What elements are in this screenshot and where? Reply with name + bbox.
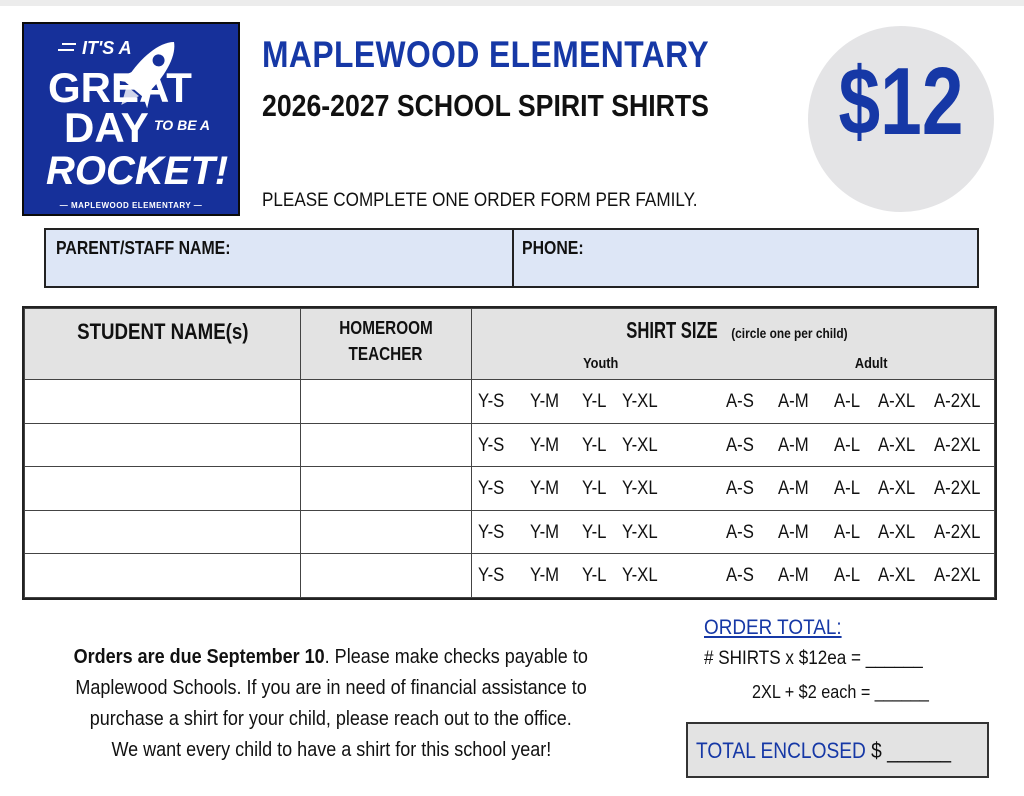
size-option-y-xl[interactable]: Y-XL — [622, 478, 658, 500]
rocket-logo-art — [24, 24, 238, 214]
teacher-cell[interactable] — [301, 510, 472, 554]
size-option-a-xl[interactable]: A-XL — [878, 478, 916, 500]
size-option-y-m[interactable]: Y-M — [530, 391, 560, 412]
size-option-a-m[interactable]: A-M — [778, 521, 809, 543]
size-option-y-m[interactable]: Y-M — [530, 434, 560, 456]
size-option-y-xl[interactable]: Y-XL — [622, 434, 658, 456]
top-edge — [0, 0, 1024, 6]
total-enclosed-box[interactable] — [686, 722, 989, 778]
school-logo — [22, 22, 240, 216]
student-name-cell[interactable] — [25, 554, 301, 598]
teacher-cell[interactable] — [301, 554, 472, 598]
teacher-cell[interactable] — [301, 467, 472, 511]
school-name: MAPLEWOOD ELEMENTARY — [262, 34, 709, 75]
size-options-cell — [472, 554, 995, 598]
total-enclosed-blank[interactable]: $ ______ — [871, 738, 951, 763]
size-options-cell — [472, 467, 995, 511]
size-option-y-s[interactable]: Y-S — [478, 434, 505, 456]
size-option-y-xl[interactable]: Y-XL — [622, 565, 658, 587]
size-option-y-s[interactable]: Y-S — [478, 391, 505, 412]
student-name-cell[interactable] — [25, 423, 301, 467]
size-option-y-s[interactable]: Y-S — [478, 478, 505, 500]
form-instruction: PLEASE COMPLETE ONE ORDER FORM PER FAMILY. — [262, 190, 698, 211]
size-option-a-s[interactable]: A-S — [726, 434, 754, 456]
header-shirt-size: SHIRT SIZE (circle one per child) Youth Adult — [472, 309, 995, 380]
logo-footer: — MAPLEWOOD ELEMENTARY — — [59, 201, 203, 210]
size-option-a-l[interactable]: A-L — [834, 478, 861, 500]
svg-text:DAY: DAY — [64, 104, 149, 151]
size-options-cell — [472, 380, 995, 424]
size-option-a-s[interactable]: A-S — [726, 391, 754, 412]
header-student-name: STUDENT NAME(s) — [25, 309, 301, 380]
size-option-a-xl[interactable]: A-XL — [878, 391, 916, 412]
teacher-cell[interactable] — [301, 423, 472, 467]
size-option-y-s[interactable]: Y-S — [478, 521, 505, 543]
size-option-a-m[interactable]: A-M — [778, 391, 809, 412]
parent-name-label: PARENT/STAFF NAME: — [56, 238, 231, 258]
size-option-y-m[interactable]: Y-M — [530, 521, 560, 543]
svg-text:GREAT: GREAT — [48, 64, 192, 111]
size-option-y-m[interactable]: Y-M — [530, 565, 560, 587]
price-value: $12 — [838, 48, 964, 155]
size-option-a-l[interactable]: A-L — [834, 434, 861, 456]
teacher-cell[interactable] — [301, 380, 472, 424]
size-option-a-xl[interactable]: A-XL — [878, 434, 916, 456]
shirts-calc-line[interactable]: # SHIRTS x $12ea = ______ — [704, 648, 923, 669]
size-option-a-m[interactable]: A-M — [778, 434, 809, 456]
phone-label: PHONE: — [522, 238, 584, 258]
header-homeroom-teacher: HOMEROOM TEACHER — [301, 309, 472, 380]
form-title: 2026-2027 SCHOOL SPIRIT SHIRTS — [262, 88, 709, 123]
order-table — [22, 306, 997, 600]
parent-info-box — [44, 228, 979, 288]
size-option-a-xl[interactable]: A-XL — [878, 521, 916, 543]
size-option-y-m[interactable]: Y-M — [530, 478, 560, 500]
size-option-y-xl[interactable]: Y-XL — [622, 391, 658, 412]
adult-label: Adult — [854, 355, 888, 372]
xxl-calc-line[interactable]: 2XL + $2 each = ______ — [752, 682, 929, 702]
price-badge — [808, 26, 994, 212]
size-option-y-xl[interactable]: Y-XL — [622, 521, 658, 543]
size-option-a-l[interactable]: A-L — [834, 391, 861, 412]
size-option-a-l[interactable]: A-L — [834, 565, 861, 587]
order-total-title: ORDER TOTAL: — [704, 616, 842, 639]
svg-text:ROCKET!: ROCKET! — [46, 149, 229, 193]
size-option-a-s[interactable]: A-S — [726, 521, 754, 543]
size-option-a-m[interactable]: A-M — [778, 565, 809, 587]
size-option-a-2xl[interactable]: A-2XL — [934, 521, 981, 543]
size-option-y-l[interactable]: Y-L — [582, 565, 607, 587]
svg-text:TO BE A: TO BE A — [154, 117, 211, 133]
size-option-a-s[interactable]: A-S — [726, 565, 754, 587]
size-option-a-2xl[interactable]: A-2XL — [934, 391, 981, 412]
size-option-a-2xl[interactable]: A-2XL — [934, 434, 981, 456]
total-enclosed-label: TOTAL ENCLOSED — [696, 738, 866, 763]
size-option-a-2xl[interactable]: A-2XL — [934, 565, 981, 587]
size-options-cell — [472, 423, 995, 467]
size-options-cell — [472, 510, 995, 554]
size-option-a-l[interactable]: A-L — [834, 521, 861, 543]
order-notice: Orders are due September 10. Please make checks payable to Maplewood Schools. If you are in need of financial assistance to purchase a shirt for your child, please reach out to the office. We want every child to have a shirt for this school year! — [73, 646, 589, 761]
student-name-cell[interactable] — [25, 380, 301, 424]
size-option-a-m[interactable]: A-M — [778, 478, 809, 500]
size-option-y-l[interactable]: Y-L — [582, 521, 607, 543]
size-option-y-s[interactable]: Y-S — [478, 565, 505, 587]
student-name-cell[interactable] — [25, 510, 301, 554]
size-option-y-l[interactable]: Y-L — [582, 391, 607, 412]
size-option-a-xl[interactable]: A-XL — [878, 565, 916, 587]
size-option-a-2xl[interactable]: A-2XL — [934, 478, 981, 500]
due-date-text: Orders are due September 10 — [73, 646, 325, 668]
size-option-y-l[interactable]: Y-L — [582, 434, 607, 456]
size-option-y-l[interactable]: Y-L — [582, 478, 607, 500]
parent-box-divider — [512, 230, 514, 286]
youth-label: Youth — [583, 355, 619, 372]
student-name-cell[interactable] — [25, 467, 301, 511]
size-option-a-s[interactable]: A-S — [726, 478, 754, 500]
svg-text:IT'S A: IT'S A — [82, 38, 132, 58]
